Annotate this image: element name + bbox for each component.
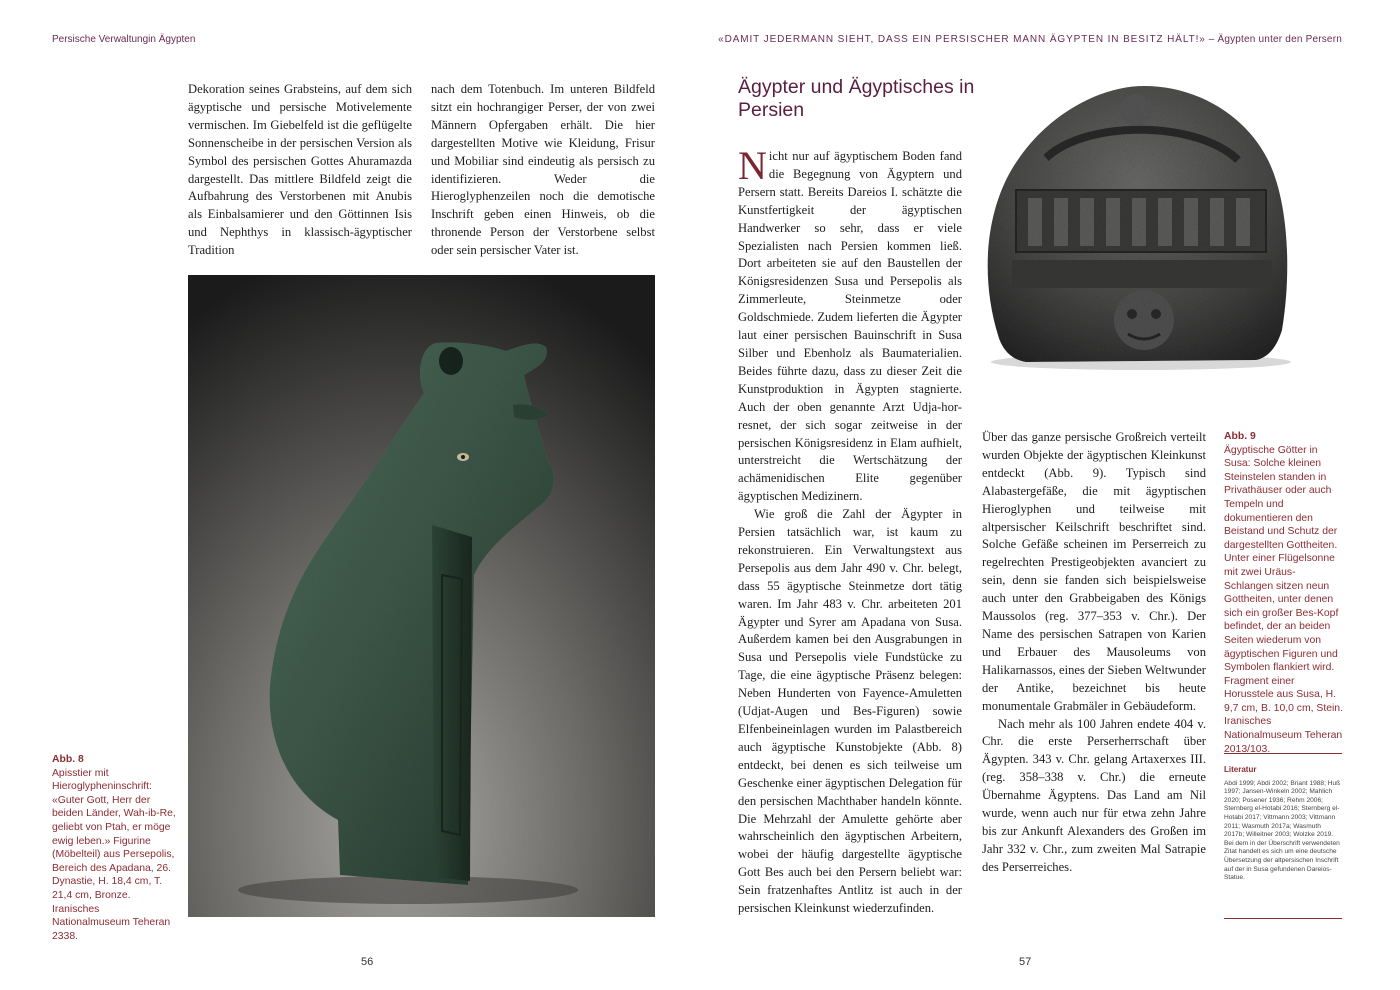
section-heading: Ägypter und Ägyptisches in Persien xyxy=(738,76,975,121)
running-head-chapter: – Ägypten unter den Persern xyxy=(1205,34,1342,45)
caption-figure-8 xyxy=(52,753,176,943)
drop-cap: N xyxy=(738,143,767,188)
paragraph: Dekoration seines Grabsteins, auf dem sich ägyptische und persische Motivelemente vermischen. Im Giebelfeld ist die geflügelte Sonnenscheibe in der persischen Version als Symbol des persischen Gottes Ahuramazda dargestellt. Das mittlere Bildfeld zeigt die Aufbahrung des Verstorbenen mit Anubis als Einbalsamierer und den Göttinnen Isis und Nephthys in klassisch-ägyptischer Tradition xyxy=(188,82,412,258)
paragraph: Wie groß die Zahl der Ägypter in Persien tatsächlich war, ist kaum zu rekonstruieren. Ein Verwaltungstext aus Persepolis aus dem Jahr 490 v. Chr. belegt, dass 55 ägyptische Steinmetze dort tätig waren. Im Jahr 483 v. Chr. arbeiteten 201 Ägypter und Syrer am Apadana von Susa. Außerdem kamen bei den Ausgrabungen in Susa und Persepolis viele Fundstücke zu Tage, die eine ägyptische Präsenz belegen: Neben Hunderten von Fayence-Amuletten (Udjat-Augen und Bes-Figuren) sowie Elfenbeineinlagen wurden im Palastbereich auch ägyptische Kunstobjekte (Abb. 8) entdeckt, bei denen es sich teilweise um Geschenke einer ägyptischen Delegation für den persischen Machthaber handeln könnte. Die Mehrzahl der Amulette gehörte aber wahrscheinlich den ägyptischen Arbeitern, wobei der häufig dargestellte ägyptische Gott Bes auch bei den Persern beliebt war: Sein fratzenhaftes Antlitz ist auch in der persischen Kleinkunst wiederzufinden. xyxy=(738,507,962,916)
stele-figure xyxy=(988,86,1288,362)
right-page-column-2 xyxy=(982,429,1206,877)
literature-text: Abdi 1999; Abdi 2002; Briant 1988; Huß 1997; Jansen-Winkeln 2002; Mahlich 2020; Posener 1936; Rehm 2006; Sternberg el-Hotabi 2016; Sternberg el-Hotabi 2017; Vittmann 2003; Vittmann 2011; Wasmuth 2017a; Wasmuth 2017b; Willeitner 2003; Wolzke 2019. Bei dem in der Überschrift verwendeten Zitat handelt es sich um eine deutsche Übersetzung der altpersischen Inschrift auf der in Susa gefundenen Dareios-Statue. xyxy=(1224,779,1341,882)
left-page-column-1 xyxy=(188,81,412,260)
literature-box xyxy=(1224,753,1342,883)
literature-divider xyxy=(1224,918,1342,919)
paragraph: nach dem Totenbuch. Im unteren Bildfeld sitzt ein hochrangiger Perser, der von zwei Männern Opfergaben erhält. Die hier dargestellten Motive wie Kleidung, Frisur und Mobiliar sind eindeutig als persisch zu identifizieren. Weder die Hieroglyphenzeilen noch die demotische Inschrift geben einen Hinweis, ob die thronende Person der Verstorbene selbst oder sein persischer Vater ist. xyxy=(431,82,655,258)
figure-apis-bull-photo xyxy=(188,275,655,917)
running-head-quote: «DAMIT JEDERMANN SIEHT, DASS EIN PERSISCHER MANN ÄGYPTEN IN BESITZ HÄLT!» xyxy=(718,34,1206,45)
left-page-column-2 xyxy=(431,81,655,260)
paragraph-text: icht nur auf ägyptischem Boden fand die Begegnung von Ägyptern und Persern statt. Bereits Dareios I. schätzte die Kunstfertigkeit der ägyptischen Handwerker so sehr, dass er viele Spezialisten nach Persien kommen ließ. Dort arbeiteten sie auf den Baustellen der Königsresidenzen Susa und Persepolis als Zimmerleute, Steinmetze oder Goldschmiede. Zudem lieferten die Ägypter laut einer persischen Bauinschrift in Susa Silber und Ebenholz als Baumaterialien. Beides führte dazu, dass zu dieser Zeit die Kunstproduktion in Ägypten stagnierte. Auch der oben genannte Arzt Udja-hor-resnet, der sich sogar zeitweise in der persischen Königsresidenz in Elam aufhielt, unterstreicht die Wertschätzung der achämenidischen Elite gegenüber ägyptischen Medizinern. xyxy=(738,149,962,504)
page-number-left: 56 xyxy=(361,956,374,968)
caption-figure-9 xyxy=(1224,430,1344,756)
caption-label: Abb. 9 xyxy=(1224,431,1256,442)
literature-title: Literatur xyxy=(1224,765,1257,774)
running-head-right xyxy=(718,34,1342,45)
right-page-column-1 xyxy=(738,143,962,918)
paragraph: Nach mehr als 100 Jahren endete 404 v. Chr. die erste Perserherrschaft über Ägypten. 343 v. Chr. gelang Artaxerxes III. (reg. 358–338 v. Chr.) die erneute Übernahme Ägyptens. Das Land am Nil wurde, wenn auch nur für etwa zehn Jahre bis zur Ankunft Alexanders des Großen im Jahr 332 v. Chr., zum zweiten Mal Satrapie des Perserreiches. xyxy=(982,716,1206,874)
paragraph: Über das ganze persische Großreich verteilt wurden Objekte der ägyptischen Kleinkunst entdeckt (Abb. 9). Typisch sind Alabastergefäße, die mit ägyptischen Hieroglyphen und teilweise mit altpersischer Keilschrift beschriftet sind. Solche Gefäße scheinen im Perserreich zu regelrechten Prestigeobjekten avanciert zu sein, denn sie fanden sich beispielsweise auch unter den Grabbeigaben des Königs Maussolos (reg. 377–353 v. Chr.). Der Name des persischen Satrapen von Karien und Erbauer des Mausoleums von Halikarnassos, eines der Sieben Weltwunder der Antike, bezeichnet bis heute monumentale Grabmäler in Gebäudeform. xyxy=(982,430,1206,713)
paragraph xyxy=(738,143,962,506)
page-number-right: 57 xyxy=(1019,956,1032,968)
caption-text: Ägyptische Götter in Susa: Solche kleinen Steinstelen standen in Privathäuser oder auch Tempeln und dokumentieren den Beistand und Schutz der dargestellten Gottheiten. Unter einer Flügelsonne mit zwei Uräus-Schlangen sitzen neun Gottheiten, unter denen sich ein großer Bes-Kopf befindet, der an beiden Seiten wiederum von ägyptischen Figuren und Symbolen flankiert wird. Fragment einer Horusstele aus Susa, H. 9,7 cm, B. 10,0 cm, Stein. Iranisches Nationalmuseum Teheran 2013/103. xyxy=(1224,444,1343,755)
caption-label: Abb. 8 xyxy=(52,754,84,765)
running-head-left: Persische Verwaltungin Ägypten xyxy=(52,34,196,45)
figure-horus-stele-photo xyxy=(976,80,1301,375)
caption-text: Apisstier mit Hieroglypheninschrift: «Guter Gott, Herr der beiden Länder, Wah-ib-Re, geliebt von Ptah, er möge ewig leben.» Figurine (Möbelteil) aus Persepolis, Bereich des Apadana, 26. Dynastie, H. 18,4 cm, T. 21,4 cm, Bronze. Iranisches Nationalmuseum Teheran 2338. xyxy=(52,767,176,942)
